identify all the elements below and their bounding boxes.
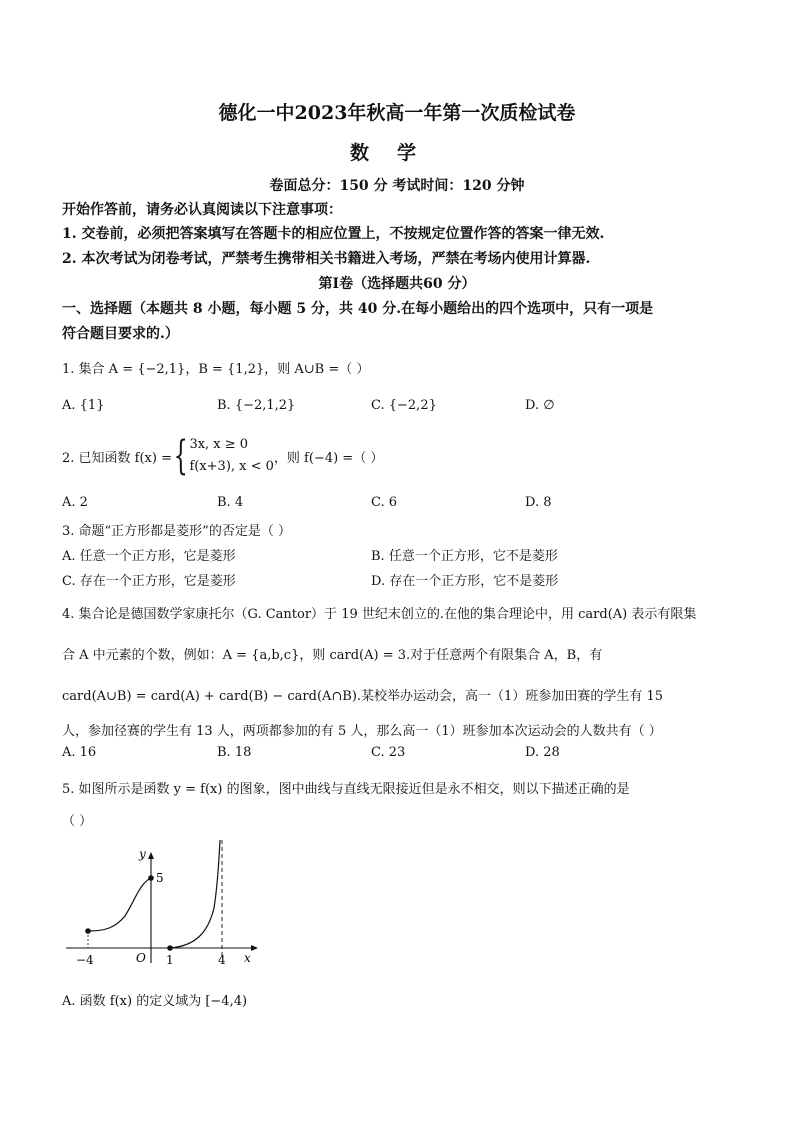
notice-item-2: 2. 本次考试为闭卷考试，严禁考生携带相关书籍进入考场，严禁在考场内使用计算器. xyxy=(62,251,591,267)
exam-info: 卷面总分：150 分 考试时间：120 分钟 xyxy=(269,178,525,194)
q2-case-1: 3x, x ≥ 0 xyxy=(189,437,249,452)
section-heading-line2: 符合题目要求的.） xyxy=(62,326,179,342)
q4-line-3: card(A∪B) = card(A) + card(B) − card(A∩B).某校举办运动会，高一（1）班参加田赛的学生有 15 xyxy=(62,689,664,704)
q2-option-c: C. 6 xyxy=(371,495,398,510)
left-curve xyxy=(88,878,151,931)
q2-option-a: A. 2 xyxy=(62,495,88,510)
label-5: 5 xyxy=(156,871,164,885)
point-neg4 xyxy=(85,928,91,934)
section-heading-line1: 一、选择题（本题共 8 小题，每小题 5 分，共 40 分.在每小题给出的四个选项中，只有一项是 xyxy=(62,301,654,317)
q5-line-1: 5. 如图所示是函数 y = f(x) 的图象，图中曲线与直线无限接近但是永不相交，则以下描述正确的是 xyxy=(62,782,630,797)
q1-option-d: D. ∅ xyxy=(525,398,555,413)
function-graph xyxy=(60,838,270,973)
y-axis-label: y xyxy=(139,847,146,861)
q2-option-b: B. 4 xyxy=(217,495,244,510)
q2-piecewise xyxy=(189,434,273,478)
q3-stem: 3. 命题“正方形都是菱形”的否定是（ ） xyxy=(62,524,291,539)
right-curve xyxy=(170,840,220,948)
q4-option-d: D. 28 xyxy=(525,745,560,760)
left-brace: { xyxy=(173,433,188,479)
q1-option-c: C. {−2,2} xyxy=(371,398,437,413)
label-4: 4 xyxy=(218,953,226,967)
x-axis-arrow-icon xyxy=(251,945,258,951)
q1-option-b: B. {−2,1,2} xyxy=(217,398,296,413)
x-axis-label: x xyxy=(244,951,251,965)
q4-line-1: 4. 集合论是德国数学家康托尔（G. Cantor）于 19 世纪末创立的.在他的集合理论中，用 card(A) 表示有限集 xyxy=(62,607,697,622)
point-x1 xyxy=(167,945,173,951)
q4-option-b: B. 18 xyxy=(217,745,252,760)
q4-line-4: 人，参加径赛的学生有 13 人，两项都参加的有 5 人，那么高一（1）班参加本次运动会的人数共有（ ） xyxy=(62,724,662,739)
q4-option-a: A. 16 xyxy=(62,745,97,760)
q4-option-c: C. 23 xyxy=(371,745,406,760)
part-title: 第Ⅰ卷（选择题共60 分） xyxy=(318,276,476,292)
label-neg4: −4 xyxy=(76,953,94,967)
point-y5 xyxy=(148,875,154,881)
q1-stem: 1. 集合 A = {−2,1}，B = {1,2}，则 A∪B =（ ） xyxy=(62,362,370,377)
q2-prefix: 2. 已知函数 f(x) = xyxy=(62,450,172,466)
q3-option-b: B. 任意一个正方形，它不是菱形 xyxy=(371,549,558,564)
q2-stem xyxy=(62,432,383,480)
q5-option-a: A. 函数 f(x) 的定义域为 [−4,4) xyxy=(62,994,248,1009)
notice-heading: 开始作答前，请务必认真阅读以下注意事项： xyxy=(62,202,342,218)
notice-item-1: 1. 交卷前，必须把答案填写在答题卡的相应位置上，不按规定位置作答的答案一律无效. xyxy=(62,226,605,242)
subject-title: 数学 xyxy=(349,142,444,164)
q3-option-c: C. 存在一个正方形，它是菱形 xyxy=(62,574,236,589)
q2-option-d: D. 8 xyxy=(525,495,552,510)
y-axis-arrow-icon xyxy=(148,852,154,859)
label-1: 1 xyxy=(166,953,174,967)
q2-suffix: ，则 f(−4) =（ ） xyxy=(273,450,384,466)
label-origin: O xyxy=(136,951,146,965)
q3-option-d: D. 存在一个正方形，它不是菱形 xyxy=(371,574,559,589)
q3-option-a: A. 任意一个正方形，它是菱形 xyxy=(62,549,236,564)
q1-option-a: A. {1} xyxy=(62,398,105,413)
exam-title: 德化一中2023年秋高一年第一次质检试卷 xyxy=(218,102,576,124)
q2-case-2: f(x+3), x < 0 xyxy=(189,459,274,474)
q4-line-2: 合 A 中元素的个数，例如：A = {a,b,c}，则 card(A) = 3.对于任意两个有限集合 A，B，有 xyxy=(62,648,603,663)
q5-line-2: （ ） xyxy=(62,814,93,829)
